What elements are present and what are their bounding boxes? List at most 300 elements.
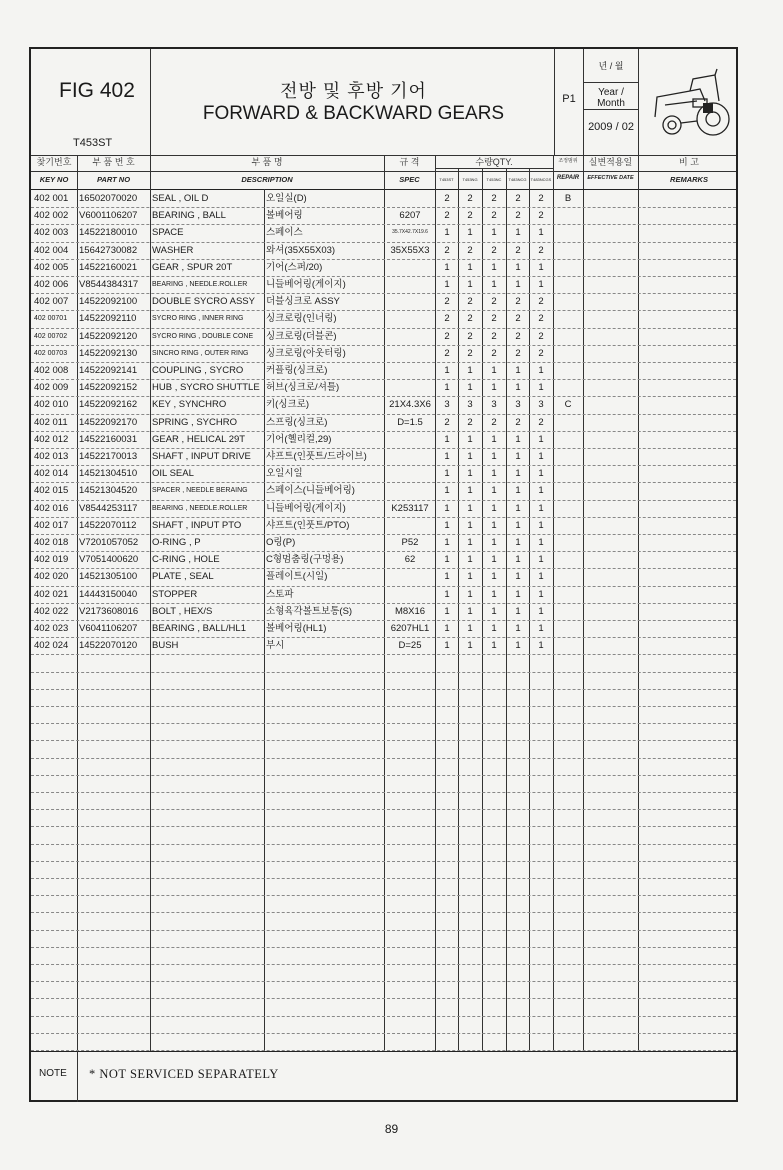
table-row: [31, 242, 736, 259]
quantity: 1: [467, 537, 473, 548]
part-number: 14522092100: [79, 296, 138, 308]
part-spec: 62: [404, 554, 416, 566]
part-description: COUPLING , SYCRO: [152, 365, 244, 376]
part-name-korean: 소형육각볼트보통(S): [266, 605, 353, 617]
quantity: 1: [538, 554, 544, 566]
quantity: 2: [515, 244, 521, 256]
repair-code: B: [564, 193, 572, 204]
quantity: 1: [491, 640, 497, 652]
divider: [584, 109, 638, 110]
part-number: 14522070120: [79, 640, 138, 652]
quantity: 1: [491, 571, 497, 583]
quantity: 2: [491, 313, 497, 325]
key-number: 402 016: [34, 502, 69, 514]
part-name-korean: 싱크로링(인너링): [266, 313, 337, 325]
table-row: [31, 396, 736, 413]
table-row: [31, 224, 736, 241]
part-description: OIL SEAL: [152, 468, 194, 480]
part-description: DOUBLE SYCRO ASSY: [152, 296, 255, 308]
key-number: 402 019: [34, 554, 69, 566]
quantity: 1: [444, 588, 450, 600]
quantity: 2: [515, 347, 521, 359]
part-number: 15642730082: [79, 244, 138, 256]
part-spec: 21X4.3X6: [389, 399, 431, 411]
row-separator: [31, 723, 736, 724]
quantity: 1: [538, 571, 544, 583]
quantity: 2: [515, 296, 521, 308]
quantity: 2: [491, 416, 497, 428]
qty-model: T483NCG: [508, 177, 527, 182]
key-number: 402 008: [34, 365, 69, 376]
part-number: 14522070112: [79, 519, 137, 531]
divider: [77, 1051, 78, 1102]
key-number: 402 022: [34, 605, 69, 617]
part-name-korean: O링(P): [266, 537, 296, 548]
title-english: FORWARD & BACKWARD GEARS: [202, 103, 505, 124]
key-number: 402 003: [34, 227, 69, 239]
part-description: SHAFT , INPUT PTO: [152, 519, 242, 531]
quantity: 1: [515, 605, 521, 617]
quantity: 1: [491, 588, 497, 600]
part-number: 14522092130: [79, 347, 138, 359]
part-number: V8544384317: [79, 279, 139, 290]
part-description: SHAFT , INPUT DRIVE: [152, 451, 251, 462]
quantity: 1: [538, 640, 544, 652]
part-description: SEAL , OIL D: [152, 193, 209, 204]
quantity: 1: [538, 279, 544, 290]
table-row: [31, 517, 736, 534]
quantity: 2: [467, 210, 473, 222]
quantity: 2: [538, 244, 544, 256]
header-key-ko: 찾기번호: [36, 157, 72, 167]
header-part: PART NO: [96, 175, 131, 184]
model-name: T453ST: [73, 137, 113, 149]
quantity: 2: [491, 296, 497, 308]
quantity: 1: [444, 261, 450, 273]
quantity: 1: [515, 451, 521, 462]
quantity: 1: [491, 451, 497, 462]
table-row: [31, 328, 736, 345]
part-number: V6041106207: [79, 623, 138, 634]
part-spec: D=25: [398, 640, 422, 652]
key-number: 402 009: [34, 382, 69, 394]
quantity: 1: [444, 502, 450, 514]
quantity: 2: [467, 330, 473, 342]
part-description: HUB , SYCRO SHUTTLE: [152, 382, 260, 394]
part-number: 14521304510: [79, 468, 138, 480]
divider: [584, 82, 638, 83]
header-desc-ko: 부 품 명: [251, 157, 283, 167]
quantity: 1: [491, 537, 497, 548]
part-name-korean: 싱크로링(아웃터링): [266, 347, 346, 359]
part-number: 14522092152: [79, 382, 138, 394]
part-spec: P52: [401, 537, 419, 548]
quantity: 1: [538, 468, 544, 480]
quantity: 1: [491, 605, 497, 617]
quantity: 2: [444, 193, 450, 204]
header-spec: SPEC: [399, 175, 420, 184]
header-repair-ko: 조정범위: [558, 158, 578, 164]
part-spec: M8X16: [394, 605, 426, 617]
quantity: 1: [444, 485, 450, 497]
quantity: 1: [538, 605, 544, 617]
qty-model: T453ST: [439, 177, 454, 182]
quantity: 1: [515, 640, 521, 652]
quantity: 1: [467, 261, 473, 273]
quantity: 2: [467, 244, 473, 256]
quantity: 1: [467, 554, 473, 566]
quantity: 2: [538, 193, 544, 204]
part-number: 14522092120: [79, 330, 138, 342]
part-description: WASHER: [152, 244, 194, 256]
header-remarks-ko: 비 고: [679, 157, 699, 167]
part-name-korean: 싱크로링(더블콘): [266, 330, 337, 342]
quantity: 1: [467, 365, 473, 376]
key-number: 402 024: [34, 640, 69, 652]
quantity: 1: [491, 433, 497, 445]
quantity: 2: [491, 210, 497, 222]
qty-model: T453NG: [462, 177, 478, 182]
header-spec-ko: 규 격: [399, 157, 420, 167]
quantity: 1: [491, 382, 497, 394]
row-separator: [31, 809, 736, 810]
quantity: 1: [467, 451, 473, 462]
row-separator: [31, 689, 736, 690]
part-number: V7201057052: [79, 537, 139, 548]
quantity: 1: [538, 227, 544, 239]
quantity: 1: [467, 588, 473, 600]
key-number: 402 002: [34, 210, 69, 222]
part-name-korean: 와셔(35X55X03): [266, 244, 336, 256]
part-name-korean: 키(싱크로): [266, 399, 310, 411]
part-number: V7051400620: [79, 554, 139, 566]
quantity: 2: [538, 347, 544, 359]
table-row: [31, 448, 736, 465]
quantity: 1: [444, 451, 450, 462]
key-number: 402 017: [34, 519, 69, 531]
quantity: 1: [515, 571, 521, 583]
part-spec: D=1.5: [397, 416, 423, 428]
quantity: 1: [444, 640, 450, 652]
quantity: 1: [515, 468, 521, 480]
part-name-korean: 스페이스: [266, 227, 303, 239]
key-number: 402 013: [34, 451, 69, 462]
key-number: 402 010: [34, 399, 69, 411]
quantity: 2: [444, 330, 450, 342]
quantity: 1: [538, 433, 544, 445]
quantity: 1: [491, 261, 497, 273]
part-name-korean: 부시: [266, 640, 285, 652]
part-number: 14522160021: [79, 261, 138, 273]
header-remarks: REMARKS: [670, 175, 708, 184]
quantity: 1: [491, 227, 497, 239]
quantity: 2: [491, 193, 497, 204]
quantity: 2: [538, 210, 544, 222]
part-description: BEARING , NEEDLE.ROLLER: [152, 504, 248, 512]
divider: [435, 168, 553, 169]
quantity: 1: [467, 640, 473, 652]
key-number: 402 001: [34, 193, 69, 204]
quantity: 3: [538, 399, 544, 411]
row-separator: [31, 878, 736, 879]
quantity: 1: [515, 382, 521, 394]
quantity: 1: [467, 571, 473, 583]
quantity: 1: [515, 261, 521, 273]
quantity: 1: [467, 623, 473, 634]
row-separator: [31, 775, 736, 776]
header-key: KEY NO: [39, 175, 69, 184]
quantity: 2: [491, 244, 497, 256]
part-name-korean: 스프링(싱크로): [266, 416, 328, 428]
quantity: 1: [444, 227, 450, 239]
fig-number: FIG 402: [59, 79, 135, 102]
quantity: 1: [515, 519, 521, 531]
quantity: 1: [538, 365, 544, 376]
part-name-korean: 볼베어링: [266, 210, 303, 222]
table-row: [31, 465, 736, 482]
part-name-korean: 오일실(D): [266, 193, 307, 204]
row-separator: [31, 826, 736, 827]
part-number: V8544253117: [79, 502, 138, 514]
table-row: [31, 431, 736, 448]
key-number: 402 014: [34, 468, 69, 480]
quantity: 3: [467, 399, 473, 411]
part-name-korean: 더블싱크로 ASSY: [266, 296, 340, 308]
quantity: 2: [444, 313, 450, 325]
quantity: 1: [515, 365, 521, 376]
part-number: V2173608016: [79, 605, 139, 617]
part-description: SINCRO RING , OUTER RING: [152, 349, 249, 357]
parts-sheet: [29, 47, 738, 1102]
part-description: SYCRO RING , INNER RING: [152, 315, 244, 323]
part-description: BEARING , BALL/HL1: [152, 623, 246, 634]
key-number: 402 020: [34, 571, 69, 583]
quantity: 1: [467, 485, 473, 497]
tractor-illustration: [645, 61, 733, 143]
part-name-korean: 볼베어링(HL1): [266, 623, 327, 634]
quantity: 1: [515, 279, 521, 290]
quantity: 1: [467, 382, 473, 394]
quantity: 1: [515, 502, 521, 514]
quantity: 1: [444, 519, 450, 531]
part-number: 14522180010: [79, 227, 138, 239]
table-row: [31, 379, 736, 396]
table-row: [31, 276, 736, 293]
table-row: [31, 534, 736, 551]
part-name-korean: 기어(스퍼/20): [266, 261, 323, 273]
quantity: 1: [491, 519, 497, 531]
table-row: [31, 190, 736, 207]
quantity: 1: [491, 365, 497, 376]
quantity: 1: [467, 279, 473, 290]
part-number: 14522170013: [79, 451, 138, 462]
quantity: 3: [491, 399, 497, 411]
repair-code: C: [564, 399, 572, 411]
part-spec: K253117: [391, 502, 429, 514]
quantity: 2: [467, 193, 473, 204]
key-number: 402 00703: [34, 349, 68, 357]
table-row: [31, 603, 736, 620]
qty-model: T483NCGS: [530, 177, 552, 182]
table-row: [31, 310, 736, 327]
part-description: BEARING , BALL: [152, 210, 226, 222]
part-number: V6001106207: [79, 210, 138, 222]
quantity: 2: [444, 244, 450, 256]
quantity: 2: [444, 210, 450, 222]
table-row: [31, 637, 736, 654]
quantity: 2: [491, 330, 497, 342]
part-description: SYCRO RING , DOUBLE CONE: [152, 332, 254, 340]
quantity: 1: [538, 261, 544, 273]
quantity: 1: [467, 433, 473, 445]
header-effective-ko: 실변적용일: [588, 157, 633, 167]
row-separator: [31, 1033, 736, 1034]
quantity: 1: [444, 279, 450, 290]
part-description: GEAR , HELICAL 29T: [152, 433, 246, 445]
part-name-korean: 플레이트(시일): [266, 571, 328, 583]
quantity: 1: [444, 554, 450, 566]
quantity: 2: [515, 193, 521, 204]
quantity: 2: [467, 416, 473, 428]
part-number: 14522092162: [79, 399, 138, 411]
part-name-korean: 스페이스(니들베어링): [266, 485, 355, 497]
quantity: 3: [515, 399, 521, 411]
quantity: 1: [515, 623, 521, 634]
row-separator: [31, 740, 736, 741]
quantity: 2: [515, 330, 521, 342]
quantity: 3: [444, 399, 450, 411]
part-name-korean: 샤프트(인풋트/PTO): [266, 519, 350, 531]
quantity: 1: [538, 502, 544, 514]
header-effective: EFFECTIVE DATE: [587, 175, 634, 181]
part-name-korean: 허브(싱크로/셔틀): [266, 382, 340, 394]
key-number: 402 012: [34, 433, 69, 445]
part-number: 14521305100: [79, 571, 138, 583]
quantity: 1: [491, 468, 497, 480]
quantity: 1: [538, 485, 544, 497]
quantity: 2: [467, 296, 473, 308]
quantity: 1: [538, 382, 544, 394]
quantity: 2: [538, 313, 544, 325]
part-number: 14522160031: [79, 433, 138, 445]
part-description: BOLT , HEX/S: [152, 605, 213, 617]
quantity: 1: [515, 433, 521, 445]
quantity: 1: [515, 485, 521, 497]
header-qty: 수량QTY.: [475, 157, 513, 167]
key-number: 402 00701: [34, 315, 68, 323]
note-label: NOTE: [39, 1068, 67, 1079]
row-separator: [31, 981, 736, 982]
table-row: [31, 500, 736, 517]
part-description: STOPPER: [152, 588, 198, 600]
quantity: 2: [467, 313, 473, 325]
key-number: 402 015: [34, 485, 69, 497]
part-description: PLATE , SEAL: [152, 571, 214, 583]
row-separator: [31, 930, 736, 931]
qty-model: T453NC: [486, 177, 502, 182]
part-spec: 6207: [399, 210, 421, 222]
row-separator: [31, 895, 736, 896]
quantity: 1: [515, 554, 521, 566]
part-number: 14522092170: [79, 416, 138, 428]
part-spec: 35X55X3: [390, 244, 430, 256]
row-separator: [31, 844, 736, 845]
quantity: 1: [444, 605, 450, 617]
quantity: 1: [515, 588, 521, 600]
quantity: 1: [444, 433, 450, 445]
row-separator: [31, 706, 736, 707]
divider: [31, 1051, 736, 1052]
page-code: P1: [562, 93, 576, 105]
part-name-korean: 스토파: [266, 588, 294, 600]
part-name-korean: 샤프트(인풋트/드라이브): [266, 451, 367, 462]
key-number: 402 004: [34, 244, 69, 256]
quantity: 1: [515, 537, 521, 548]
header-repair: REPAIR: [556, 175, 580, 181]
quantity: 2: [538, 330, 544, 342]
quantity: 1: [491, 502, 497, 514]
quantity: 1: [467, 605, 473, 617]
key-number: 402 023: [34, 623, 69, 634]
quantity: 1: [444, 571, 450, 583]
quantity: 2: [538, 416, 544, 428]
key-number: 402 006: [34, 279, 69, 290]
part-name-korean: 니들베어링(게이지): [266, 502, 346, 514]
part-description: SPRING , SYCHRO: [152, 416, 237, 428]
quantity: 1: [491, 554, 497, 566]
quantity: 1: [538, 519, 544, 531]
part-description: C-RING , HOLE: [152, 554, 220, 566]
quantity: 1: [538, 537, 544, 548]
quantity: 1: [444, 382, 450, 394]
note-text: * NOT SERVICED SEPARATELY: [89, 1067, 279, 1081]
part-description: BEARING , NEEDLE.ROLLER: [152, 281, 248, 288]
part-name-korean: 니들베어링(게이지): [266, 279, 346, 290]
quantity: 1: [491, 623, 497, 634]
row-separator: [31, 998, 736, 999]
quantity: 1: [515, 227, 521, 239]
part-description: O-RING , P: [152, 537, 201, 548]
quantity: 2: [515, 313, 521, 325]
part-name-korean: 커플링(싱크로): [266, 365, 328, 376]
row-separator: [31, 672, 736, 673]
part-spec: 6207HL1: [390, 623, 430, 634]
part-description: KEY , SYNCHRO: [152, 399, 227, 411]
year-month-value: 2009 / 02: [588, 121, 634, 133]
table-row: [31, 414, 736, 431]
row-separator: [31, 861, 736, 862]
key-number: 402 018: [34, 537, 69, 548]
key-number: 402 011: [34, 416, 68, 428]
row-separator: [31, 758, 736, 759]
table-row: [31, 568, 736, 585]
row-separator: [31, 912, 736, 913]
quantity: 1: [538, 623, 544, 634]
quantity: 1: [538, 451, 544, 462]
quantity: 1: [538, 588, 544, 600]
table-row: [31, 293, 736, 310]
quantity: 1: [444, 623, 450, 634]
key-number: 402 007: [34, 296, 69, 308]
table-row: [31, 207, 736, 224]
quantity: 2: [515, 416, 521, 428]
quantity: 1: [444, 468, 450, 480]
quantity: 2: [515, 210, 521, 222]
quantity: 2: [491, 347, 497, 359]
part-number: 14521304520: [79, 485, 138, 497]
part-spec: 35.7X42.7X19.6: [392, 229, 428, 236]
row-separator: [31, 947, 736, 948]
